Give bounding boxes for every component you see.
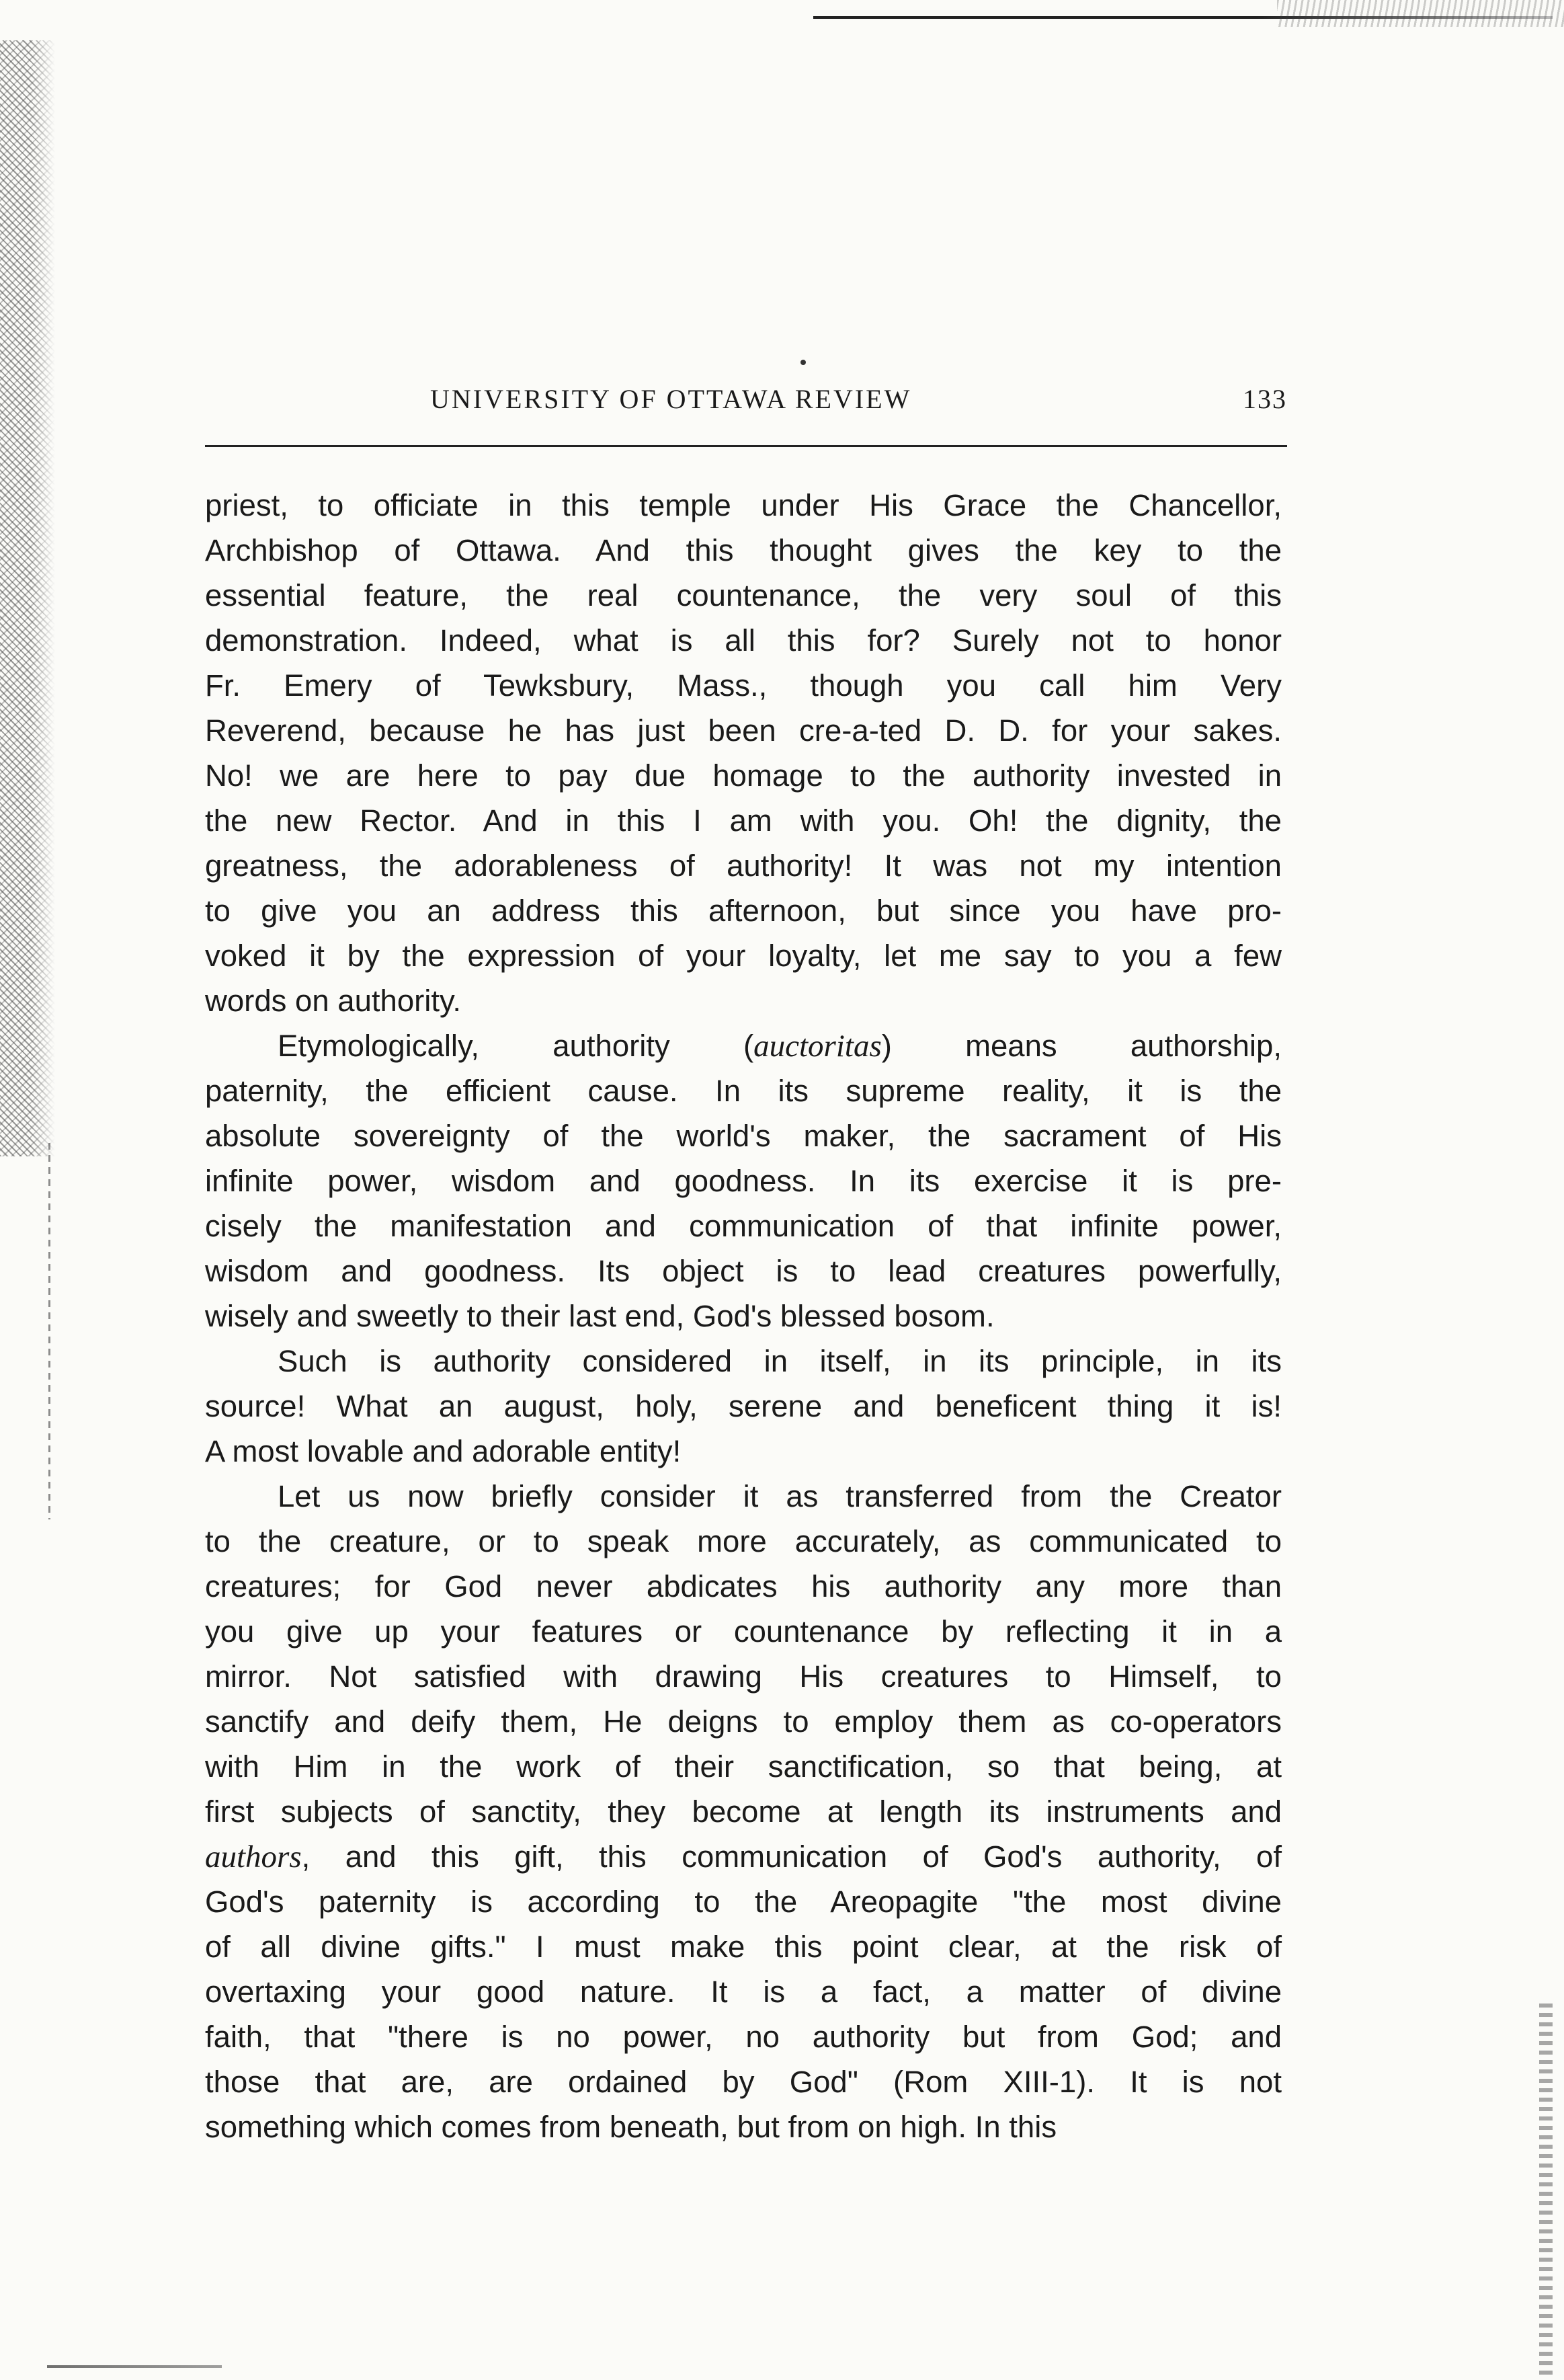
- left-binding-edge: [0, 40, 55, 1156]
- text-line: source! What an august, holy, serene and beneficent thing it is!: [205, 1389, 1282, 1423]
- text-line: essential feature, the real countenance, the very soul of this: [205, 578, 1282, 612]
- bottom-scan-mark: [47, 2365, 222, 2368]
- text-line: creatures; for God never abdicates his authority any more than: [205, 1569, 1282, 1603]
- paragraph-p4: [205, 1474, 1282, 2149]
- text-line: something which comes from beneath, but from on high. In this: [205, 2110, 1057, 2144]
- text-line: Fr. Emery of Tewksbury, Mass., though you call him Very: [205, 668, 1282, 703]
- paragraph-p1: [205, 483, 1282, 1023]
- text-line: you give up your features or countenance by reflecting it in a: [205, 1614, 1282, 1649]
- text-line: priest, to officiate in this temple under His Grace the Chancellor,: [205, 488, 1282, 522]
- text-segment: Etymologically, authority (: [278, 1029, 754, 1063]
- text-line: the new Rector. And in this I am with you. Oh! the dignity, the: [205, 803, 1282, 838]
- header-rule: [205, 445, 1287, 447]
- text-line: to give you an address this afternoon, but since you have pro-: [205, 894, 1282, 928]
- header-dot: [800, 360, 806, 365]
- right-binding-edge: [1539, 2004, 1553, 2380]
- text-line: A most lovable and adorable entity!: [205, 1434, 682, 1468]
- paragraph-p2: [205, 1023, 1282, 1339]
- text-line: words on authority.: [205, 984, 462, 1018]
- running-title: UNIVERSITY OF OTTAWA REVIEW: [430, 384, 912, 414]
- text-line: demonstration. Indeed, what is all this for? Surely not to honor: [205, 623, 1282, 658]
- page-header: [205, 383, 1287, 424]
- text-segment: , and this gift, this communication of God's authority, of: [301, 1839, 1282, 1874]
- text-line: Let us now briefly consider it as transferred from the Creator: [278, 1479, 1282, 1513]
- text-line: greatness, the adorableness of authority! It was not my intention: [205, 848, 1282, 883]
- text-line: Reverend, because he has just been cre-a-ted D. D. for your sakes.: [205, 713, 1282, 748]
- text-line: infinite power, wisdom and goodness. In its exercise it is pre-: [205, 1164, 1282, 1198]
- text-line: absolute sovereignty of the world's maker, the sacrament of His: [205, 1119, 1282, 1153]
- text-line: mirror. Not satisfied with drawing His creatures to Himself, to: [205, 1659, 1282, 1694]
- text-line: of all divine gifts." I must make this point clear, at the risk of: [205, 1930, 1282, 1964]
- text-line: Such is authority considered in itself, in its principle, in its: [278, 1344, 1282, 1378]
- text-line: faith, that "there is no power, no authority but from God; and: [205, 2020, 1282, 2054]
- text-line: God's paternity is according to the Areopagite "the most divine: [205, 1885, 1282, 1919]
- text-line: [205, 1023, 1282, 1068]
- text-line: overtaxing your good nature. It is a fact, a matter of divine: [205, 1975, 1282, 2009]
- text-line: wisdom and goodness. Its object is to lead creatures powerfully,: [205, 1254, 1282, 1288]
- text-line: sanctify and deify them, He deigns to employ them as co-operators: [205, 1704, 1282, 1739]
- text-line: cisely the manifestation and communication of that infinite power,: [205, 1209, 1282, 1243]
- text-line: paternity, the efficient cause. In its supreme reality, it is the: [205, 1074, 1282, 1108]
- text-segment: ) means authorship,: [881, 1029, 1282, 1063]
- text-line: Archbishop of Ottawa. And this thought gives the key to the: [205, 533, 1282, 567]
- text-line: first subjects of sanctity, they become at length its instruments and: [205, 1794, 1282, 1829]
- text-line: No! we are here to pay due homage to the authority invested in: [205, 758, 1282, 793]
- body-text: [205, 483, 1282, 2149]
- text-line: [205, 1834, 1282, 1879]
- paragraph-p3: [205, 1339, 1282, 1474]
- left-binding-tail: [48, 1143, 50, 1519]
- text-line: those that are, are ordained by God" (Rom XIII-1). It is not: [205, 2065, 1282, 2099]
- text-line: wisely and sweetly to their last end, God's blessed bosom.: [205, 1299, 995, 1333]
- italic-term: authors: [205, 1839, 302, 1874]
- text-line: with Him in the work of their sanctification, so that being, at: [205, 1749, 1282, 1784]
- text-line: voked it by the expression of your loyalty, let me say to you a few: [205, 939, 1282, 973]
- text-line: to the creature, or to speak more accurately, as communicated to: [205, 1524, 1282, 1558]
- top-scan-fringe: [1277, 0, 1564, 27]
- italic-term: auctoritas: [753, 1029, 882, 1064]
- page-number: 133: [1243, 384, 1287, 414]
